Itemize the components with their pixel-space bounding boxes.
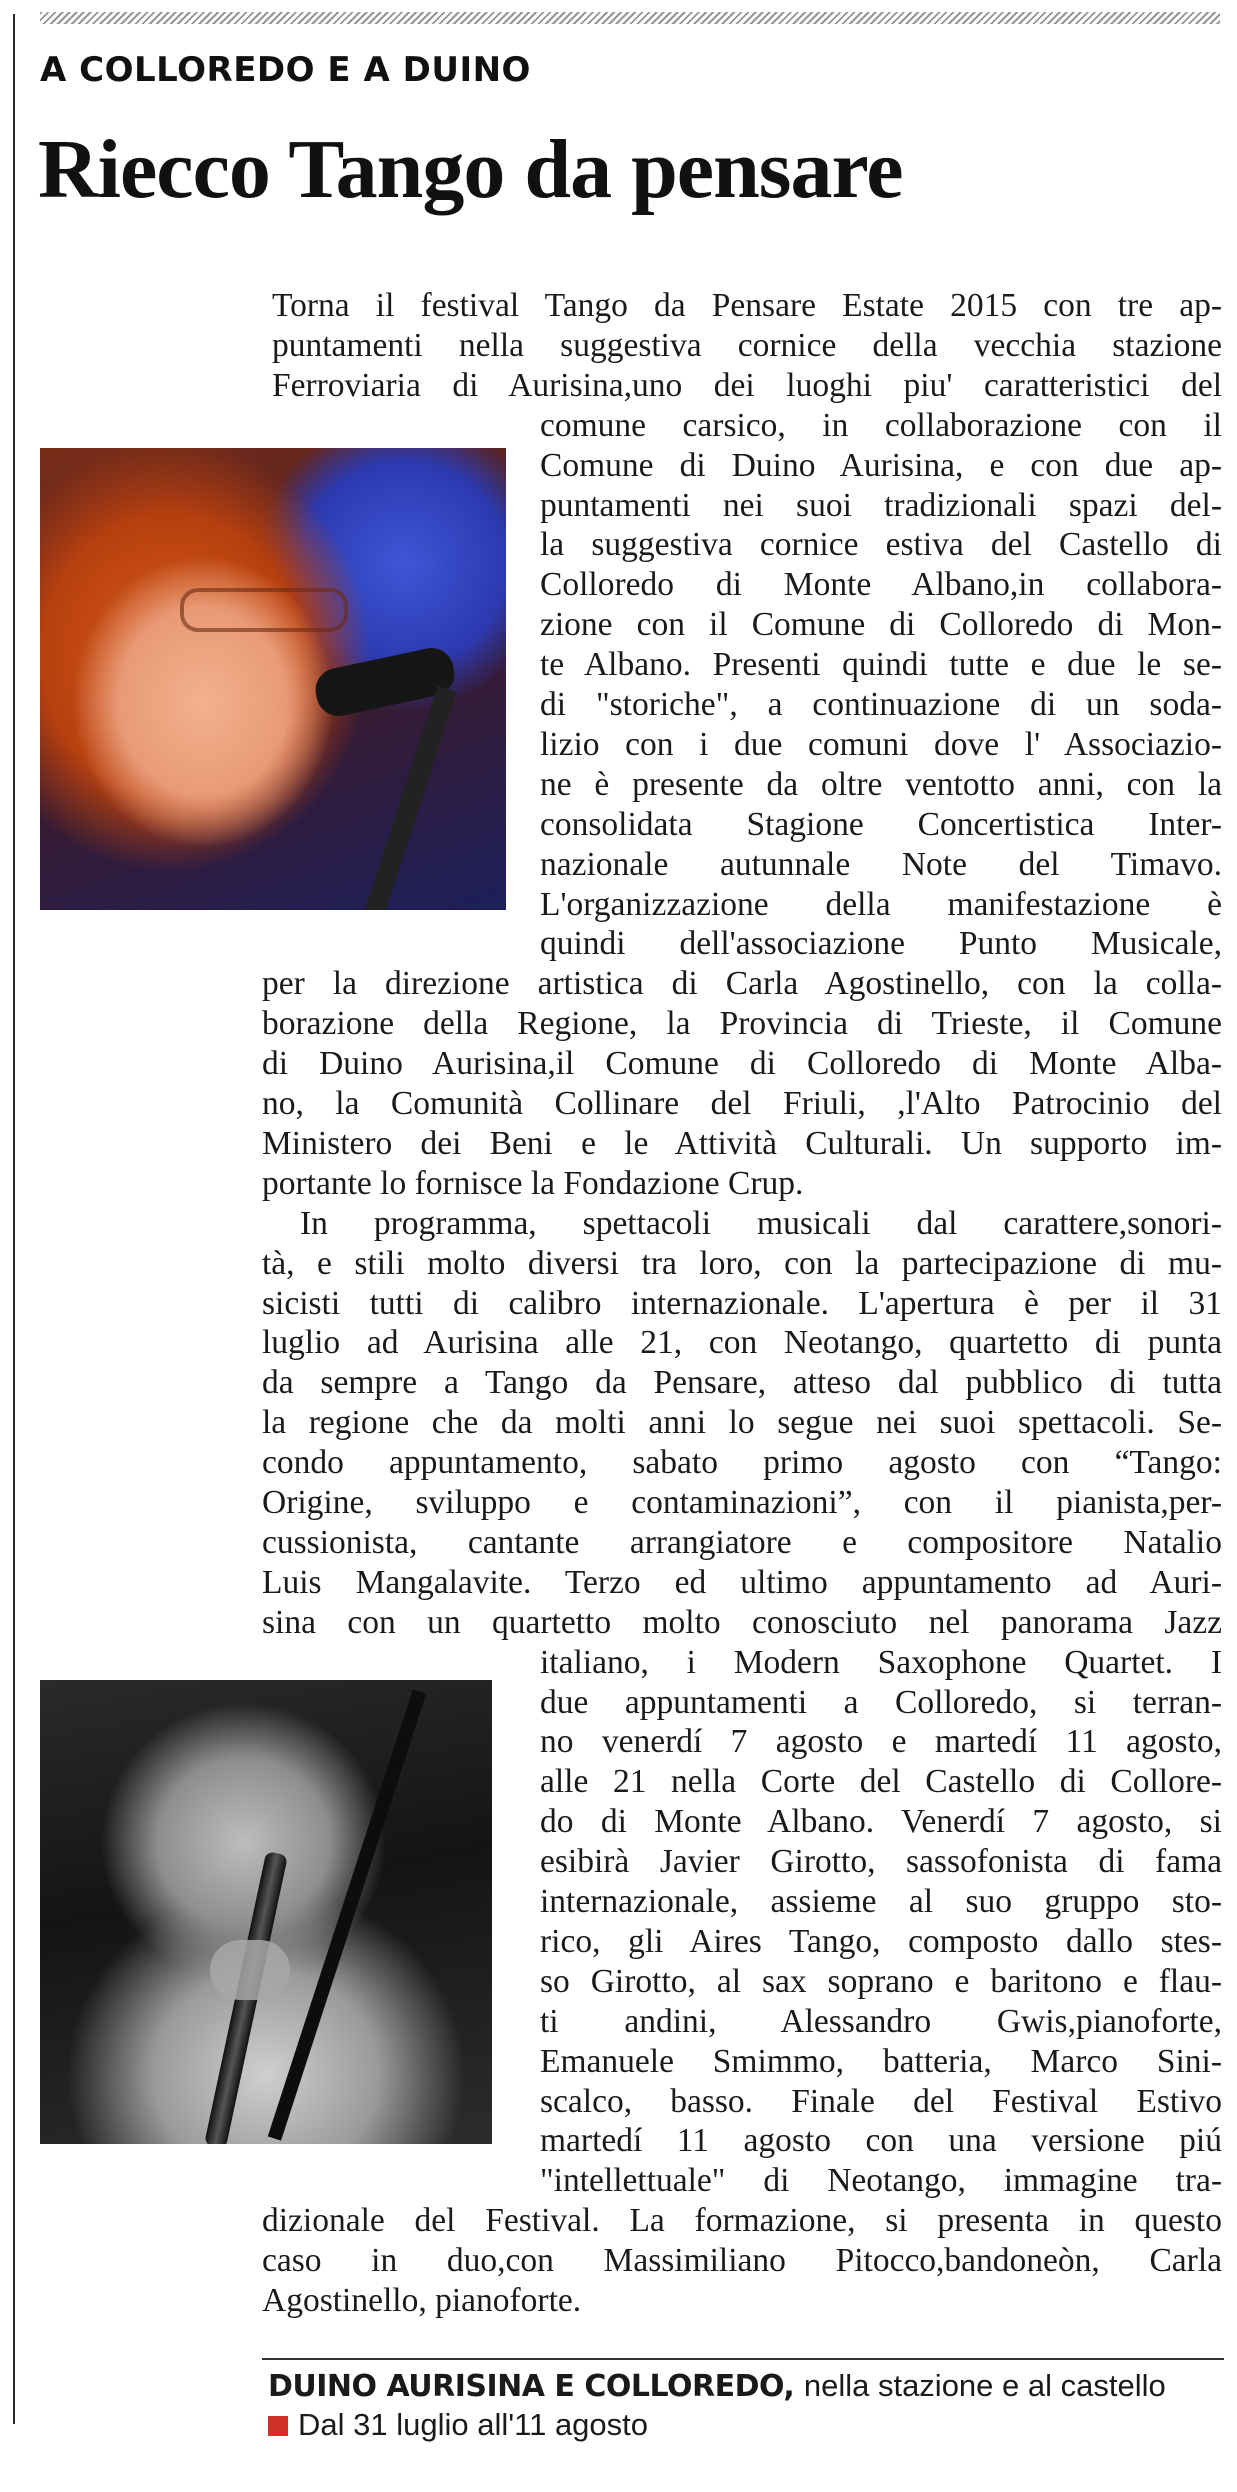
body-line: Ministero dei Beni e le Attività Culturali. Un supporto im-	[262, 1124, 1222, 1162]
body-line: no venerdí 7 agosto e martedí 11 agosto,	[540, 1723, 1222, 1761]
body-line: tà, e stili molto diversi tra loro, con la partecipazione di mu-	[262, 1244, 1222, 1282]
footer-place: DUINO AURISINA E COLLOREDO,	[268, 2369, 795, 2404]
body-line: puntamenti nella suggestiva cornice della vecchia stazione	[272, 326, 1222, 364]
body-line: do di Monte Albano. Venerdí 7 agosto, si	[540, 1803, 1222, 1841]
article-body-block-2	[540, 406, 1222, 965]
left-column-rule	[13, 14, 15, 2424]
body-line: di Duino Aurisina,il Comune di Colloredo di Monte Alba-	[262, 1045, 1222, 1083]
footer-description: nella stazione e al castello	[803, 2368, 1166, 2403]
body-line: di "storiche", a continuazione di un soda-	[540, 686, 1222, 724]
body-line: internazionale, assieme al suo gruppo sto-	[540, 1883, 1222, 1921]
body-line: zione con il Comune di Colloredo di Mon-	[540, 606, 1222, 644]
body-line: Agostinello, pianoforte.	[262, 2282, 582, 2319]
body-line: cussionista, cantante arrangiatore e compositore Natalio	[262, 1523, 1222, 1561]
body-line: esibirà Javier Girotto, sassofonista di fama	[540, 1843, 1222, 1881]
article-body-block-5	[540, 1643, 1222, 2202]
article-body-block-3	[262, 964, 1222, 1203]
body-line: ti andini, Alessandro Gwis,pianoforte,	[540, 2002, 1222, 2040]
body-line: Comune di Duino Aurisina, e con due ap-	[540, 446, 1222, 484]
photo-singer-icon	[40, 448, 506, 910]
body-line: borazione della Regione, la Provincia di Trieste, il Comune	[262, 1005, 1222, 1043]
body-line: la regione che da molti anni lo segue nei suoi spettacoli. Se-	[262, 1404, 1222, 1442]
body-line: L'organizzazione della manifestazione è	[540, 885, 1222, 923]
body-line: Ferroviaria di Aurisina,uno dei luoghi piu' caratteristici del	[272, 366, 1222, 404]
article-body-block-1	[272, 286, 1222, 406]
body-line: scalco, basso. Finale del Festival Estivo	[540, 2082, 1222, 2120]
body-line: puntamenti nei suoi tradizionali spazi del-	[540, 486, 1222, 524]
body-line: rico, gli Aires Tango, composto dallo stes-	[540, 1922, 1222, 1960]
body-line: In programma, spettacoli musicali dal carattere,sonori-	[300, 1204, 1222, 1242]
body-line: Origine, sviluppo e contaminazioni”, con il pianista,per-	[262, 1484, 1222, 1522]
body-line: italiano, i Modern Saxophone Quartet. I	[540, 1643, 1222, 1681]
body-line: quindi dell'associazione Punto Musicale,	[540, 925, 1222, 963]
body-line: Emanuele Smimmo, batteria, Marco Sini-	[540, 2042, 1222, 2080]
body-line: sina con un quartetto molto conosciuto nel panorama Jazz	[262, 1603, 1222, 1641]
body-line: due appuntamenti a Colloredo, si terran-	[540, 1683, 1222, 1721]
body-line: Torna il festival Tango da Pensare Estate 2015 con tre ap-	[272, 287, 1222, 324]
body-line: sicisti tutti di calibro internazionale. L'apertura è per il 31	[262, 1284, 1222, 1322]
body-line: lizio con i due comuni dove l' Associazio-	[540, 725, 1222, 763]
headline: Riecco Tango da pensare	[38, 123, 903, 216]
kicker: A COLLOREDO E A DUINO	[40, 50, 531, 90]
body-line: comune carsico, in collaborazione con il	[540, 406, 1222, 444]
body-line: da sempre a Tango da Pensare, atteso dal pubblico di tutta	[262, 1364, 1222, 1402]
footer-dates-row	[268, 2407, 648, 2443]
body-line: no, la Comunità Collinare del Friuli, ,l'Alto Patrocinio del	[262, 1085, 1222, 1123]
mic-stand-shape	[363, 686, 456, 910]
red-square-bullet-icon	[268, 2416, 288, 2436]
body-line: "intellettuale" di Neotango, immagine tra-	[540, 2162, 1222, 2200]
body-line: Colloredo di Monte Albano,in collabora-	[540, 566, 1222, 604]
body-line: per la direzione artistica di Carla Agostinello, con la colla-	[262, 965, 1222, 1003]
body-line: caso in duo,con Massimiliano Pitocco,bandoneòn, Carla	[262, 2242, 1222, 2280]
footer-dates: Dal 31 luglio all'11 agosto	[298, 2407, 649, 2442]
top-hatch-border	[40, 12, 1220, 24]
footer-location	[268, 2368, 1166, 2404]
body-line: te Albano. Presenti quindi tutte e due le se-	[540, 646, 1222, 684]
footer-divider	[262, 2358, 1224, 2360]
body-line: nazionale autunnale Note del Timavo.	[540, 845, 1222, 883]
body-line: la suggestiva cornice estiva del Castello di	[540, 526, 1222, 564]
article-body-block-6	[262, 2201, 1222, 2321]
body-line: ne è presente da oltre ventotto anni, con la	[540, 765, 1222, 803]
body-line: consolidata Stagione Concertistica Inter-	[540, 805, 1222, 843]
body-line: dizionale del Festival. La formazione, si presenta in questo	[262, 2202, 1222, 2240]
hand-shape	[210, 1940, 290, 2000]
body-line: condo appuntamento, sabato primo agosto con “Tango:	[262, 1444, 1222, 1482]
glasses-shape	[180, 588, 348, 632]
body-line: Luis Mangalavite. Terzo ed ultimo appuntamento ad Auri-	[262, 1563, 1222, 1601]
photo-saxophonist-icon	[40, 1680, 492, 2144]
article-body-block-4	[262, 1204, 1222, 1643]
body-line: martedí 11 agosto con una versione piú	[540, 2122, 1222, 2160]
body-line: alle 21 nella Corte del Castello di Collore-	[540, 1763, 1222, 1801]
body-line: so Girotto, al sax soprano e baritono e flau-	[540, 1962, 1222, 2000]
body-line: luglio ad Aurisina alle 21, con Neotango, quartetto di punta	[262, 1324, 1222, 1362]
sax-strap-shape	[268, 1689, 427, 2140]
body-line: portante lo fornisce la Fondazione Crup.	[262, 1164, 804, 1202]
